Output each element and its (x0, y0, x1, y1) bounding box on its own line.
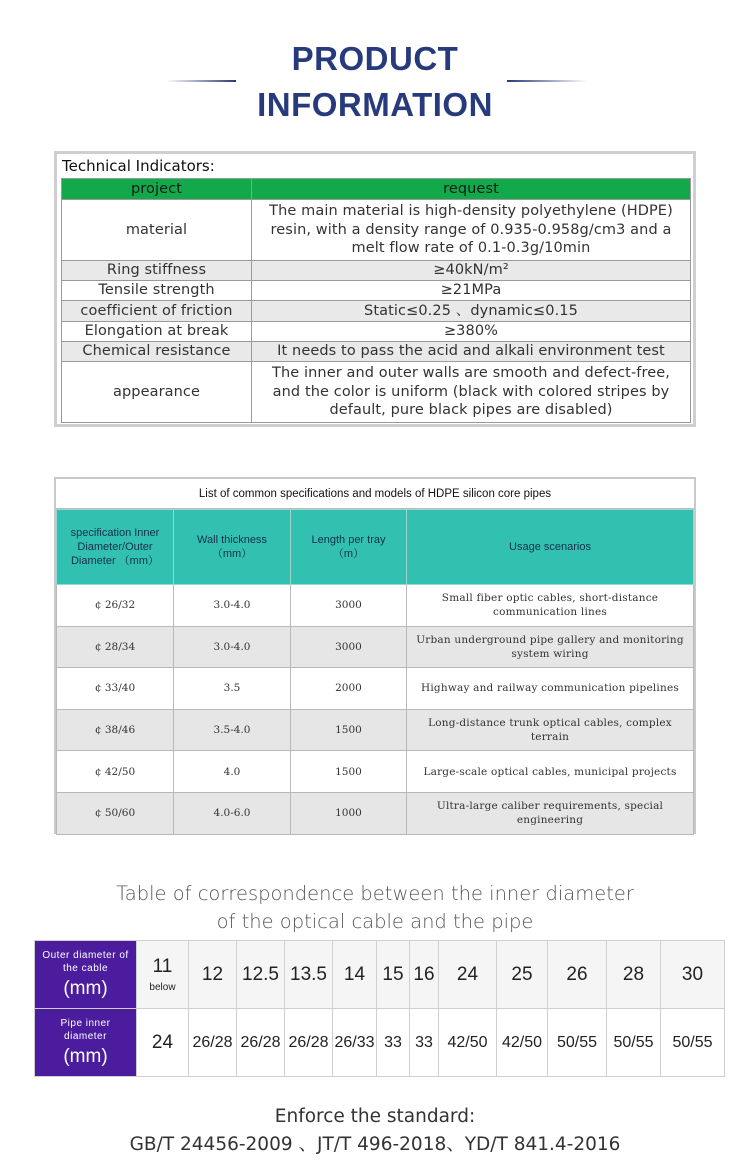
page-header (0, 36, 750, 128)
table-row (62, 281, 691, 301)
cell-usage: Ultra-large caliber requirements, special engineering (407, 792, 694, 834)
header-divider-left (166, 80, 236, 82)
row-label: Ring stiffness (62, 261, 252, 281)
outer-cell: 26 (548, 941, 607, 1009)
cell-length: 2000 (291, 668, 407, 710)
row-value: ≥21MPa (252, 281, 691, 301)
inner-diameter-label (35, 1009, 137, 1077)
header-title-line2: INFORMATION (257, 86, 493, 123)
cell-spec: ¢ 50/60 (57, 792, 174, 834)
outer-diameter-row (35, 941, 725, 1009)
table-row (62, 342, 691, 362)
row-value: It needs to pass the acid and alkali environment test (252, 342, 691, 362)
header-length-per-tray: Length per tray （m） (291, 510, 407, 585)
correspondence-table (34, 940, 725, 1077)
table-row (57, 585, 694, 627)
cell-spec: ¢ 42/50 (57, 751, 174, 793)
cell-wall: 3.0-4.0 (174, 626, 291, 668)
inner-diameter-label-text: Pipe inner diameter (60, 1017, 111, 1042)
table-row (62, 322, 691, 342)
cell-spec: ¢ 26/32 (57, 585, 174, 627)
correspondence-title-line2: of the optical cable and the pipe (216, 910, 534, 933)
cell-usage: Highway and railway communication pipelines (407, 668, 694, 710)
row-label: Chemical resistance (62, 342, 252, 362)
standards-list: GB/T 24456-2009 、JT/T 496-2018、YD/T 841.4-2016 (129, 1134, 621, 1155)
specifications-grid (56, 509, 694, 835)
cell-wall: 4.0 (174, 751, 291, 793)
outer-cell: 24 (439, 941, 497, 1009)
table-row (57, 751, 694, 793)
header-title-line1: PRODUCT (291, 40, 459, 77)
header-specification: specification Inner Diameter/Outer Diameter （mm） (57, 510, 174, 585)
row-value: ≥40kN/m² (252, 261, 691, 281)
technical-indicators-caption: Technical Indicators: (62, 157, 215, 175)
cell-usage: Large-scale optical cables, municipal projects (407, 751, 694, 793)
table-row (62, 261, 691, 281)
standards-footer (0, 1103, 750, 1159)
inner-cell: 26/33 (333, 1009, 377, 1077)
cell-wall: 3.5-4.0 (174, 709, 291, 751)
unit-label: (mm) (63, 1045, 108, 1067)
cell-spec: ¢ 38/46 (57, 709, 174, 751)
header-divider-right (507, 80, 587, 82)
cell-usage: Urban underground pipe gallery and monitoring system wiring (407, 626, 694, 668)
outer-cell: 15 (377, 941, 410, 1009)
standards-label: Enforce the standard: (274, 1106, 476, 1127)
cell-length: 1500 (291, 751, 407, 793)
table-row (62, 301, 691, 322)
table-row (57, 668, 694, 710)
cell-wall: 4.0-6.0 (174, 792, 291, 834)
cell-spec: ¢ 33/40 (57, 668, 174, 710)
inner-cell: 26/28 (189, 1009, 237, 1077)
row-value: ≥380% (252, 322, 691, 342)
specifications-table (54, 477, 696, 834)
inner-diameter-row (35, 1009, 725, 1077)
row-label: Elongation at break (62, 322, 252, 342)
table-row (62, 362, 691, 423)
cell-wall: 3.0-4.0 (174, 585, 291, 627)
row-value: The inner and outer walls are smooth and defect-free, and the color is uniform (black with colored stripes by default, pure black pipes are disabled) (252, 362, 691, 423)
inner-cell: 42/50 (439, 1009, 497, 1077)
inner-cell: 24 (137, 1009, 189, 1077)
cell-usage: Long-distance trunk optical cables, complex terrain (407, 709, 694, 751)
header-request: request (252, 179, 691, 200)
outer-cell: 13.5 (285, 941, 333, 1009)
row-value: Static≤0.25 、dynamic≤0.15 (252, 301, 691, 322)
inner-cell: 50/55 (548, 1009, 607, 1077)
table-header-row (62, 179, 691, 200)
specifications-title: List of common specifications and models of HDPE silicon core pipes (56, 479, 694, 509)
cell-length: 1000 (291, 792, 407, 834)
header-usage-scenarios: Usage scenarios (407, 510, 694, 585)
outer-cell (137, 941, 189, 1009)
inner-cell: 42/50 (497, 1009, 548, 1077)
cell-wall: 3.5 (174, 668, 291, 710)
table-row (57, 709, 694, 751)
inner-cell: 26/28 (285, 1009, 333, 1077)
outer-cell-below: below (149, 982, 176, 993)
outer-cell: 16 (410, 941, 439, 1009)
correspondence-title (0, 880, 750, 936)
row-value: The main material is high-density polyethylene (HDPE) resin, with a density range of 0.935-0.958g/cm3 and a melt flow rate of 0.1-0.3g/10min (252, 200, 691, 261)
cell-length: 3000 (291, 585, 407, 627)
outer-diameter-label-text: Outer diameter of the cable (42, 949, 129, 974)
outer-cell: 14 (333, 941, 377, 1009)
inner-cell: 50/55 (661, 1009, 725, 1077)
technical-indicators-table (54, 151, 696, 427)
row-label: Tensile strength (62, 281, 252, 301)
row-label: coefficient of friction (62, 301, 252, 322)
technical-indicators-grid (61, 178, 691, 423)
unit-label: (mm) (63, 977, 108, 999)
correspondence-title-line1: Table of correspondence between the inner diameter (116, 882, 634, 905)
cell-spec: ¢ 28/34 (57, 626, 174, 668)
row-label: appearance (62, 362, 252, 423)
cell-length: 3000 (291, 626, 407, 668)
outer-diameter-label (35, 941, 137, 1009)
header-wall-thickness: Wall thickness （mm） (174, 510, 291, 585)
table-row (57, 626, 694, 668)
table-row (57, 792, 694, 834)
outer-cell-value: 11 (152, 956, 173, 977)
inner-cell: 33 (410, 1009, 439, 1077)
table-row (62, 200, 691, 261)
outer-cell: 30 (661, 941, 725, 1009)
outer-cell: 25 (497, 941, 548, 1009)
inner-cell: 26/28 (237, 1009, 285, 1077)
cell-usage: Small fiber optic cables, short-distance communication lines (407, 585, 694, 627)
header-project: project (62, 179, 252, 200)
inner-cell: 33 (377, 1009, 410, 1077)
row-label: material (62, 200, 252, 261)
outer-cell: 12.5 (237, 941, 285, 1009)
inner-cell: 50/55 (607, 1009, 661, 1077)
outer-cell: 12 (189, 941, 237, 1009)
table-header-row (57, 510, 694, 585)
cell-length: 1500 (291, 709, 407, 751)
outer-cell: 28 (607, 941, 661, 1009)
